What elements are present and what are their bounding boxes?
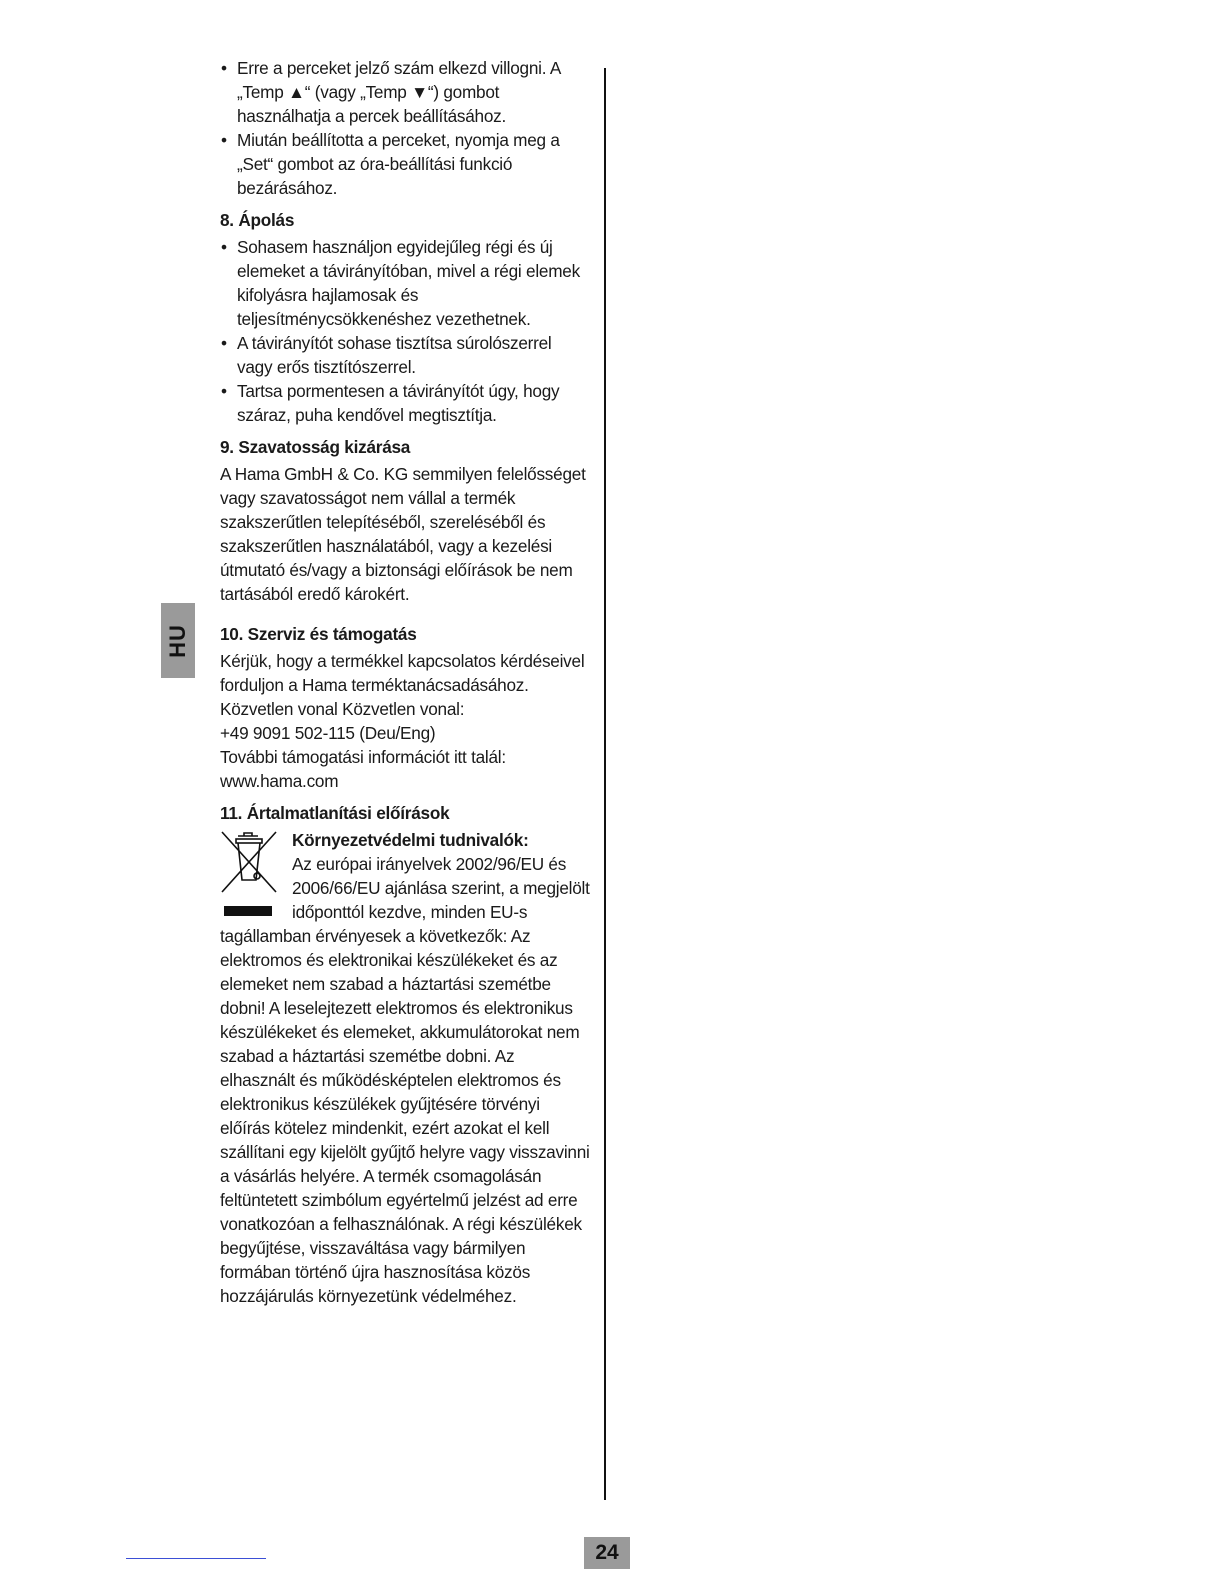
service-phone-number: +49 9091 502-115 (Deu/Eng): [220, 723, 436, 743]
crossed-out-bin-icon: [220, 830, 278, 920]
main-text-column: [220, 56, 590, 1308]
section-heading-service: 10. Szerviz és támogatás: [220, 624, 417, 644]
list-item: • Sohasem használjon egyidejűleg régi és új elemeket a távirányítóban, mivel a régi elemek kifolyásra hajlamosak és teljesítménycsökkenéshez vezethetnek.: [220, 235, 590, 331]
disposal-text: Az európai irányelvek 2002/96/EU és 2006/66/EU ajánlása szerint, a megjelölt időponttól kezdve, minden EU-s tagállamban érvényesek a következők: Az elektromos és elektronikai készülékeket és az elemeket nem szabad a háztartási szemétbe dobni! A leselejtezett elektromos és elektronikus készülékeket és elemeket, akkumulátorokat nem szabad a háztartási szemétbe dobni. Az elhasznált és működésképtelen elektromos és elektronikus készülékek gyűjtésére törvényi előírás kötelez mindenkit, ezért azokat el kell szállítani egy kijelölt gyűjtő helyre vagy visszavinni a vásárlás helyére. A termék csomagolásán feltüntetett szimbólum egyértelmű jelzést ad erre vonatkozóan a felhasználónak. A régi készülékek begyűjtése, visszaváltása vagy bármilyen formában történő újra hasznosítása közös hozzájárulás környezetünk védelméhez.: [220, 854, 590, 1306]
column-divider: [604, 68, 606, 1500]
list-item: • Erre a perceket jelző szám elkezd villogni. A „Temp ▲“ (vagy „Temp ▼“) gombot használhatja a percek beállításához.: [220, 56, 590, 128]
disposal-block: [220, 828, 590, 1308]
service-phone-label: Közvetlen vonal Közvetlen vonal:: [220, 699, 465, 719]
service-website: www.hama.com: [220, 771, 339, 791]
care-bullet-list: [220, 235, 590, 427]
section-heading-disposal: 11. Ártalmatlanítási előírások: [220, 803, 450, 823]
section-heading-warranty: 9. Szavatosság kizárása: [220, 437, 411, 457]
section-heading-care: 8. Ápolás: [220, 210, 295, 230]
page-number: 24: [584, 1537, 630, 1569]
footer-rule: [126, 1558, 266, 1559]
environment-heading: Környezetvédelmi tudnivalók:: [292, 830, 529, 850]
list-item: • Miután beállította a perceket, nyomja meg a „Set“ gombot az óra-beállítási funkció bezárásához.: [220, 128, 590, 200]
language-code: HU: [165, 623, 190, 658]
intro-bullet-list: [220, 56, 590, 200]
service-text: Kérjük, hogy a termékkel kapcsolatos kérdéseivel forduljon a Hama terméktanácsadásához.: [220, 651, 585, 695]
list-item: • A távirányítót sohase tisztítsa súrolószerrel vagy erős tisztítószerrel.: [220, 331, 590, 379]
service-info-label: További támogatási információt itt talál:: [220, 747, 506, 767]
warranty-text: A Hama GmbH & Co. KG semmilyen felelősséget vagy szavatosságot nem vállal a termék szakszerűtlen telepítéséből, szereléséből és szakszerűtlen használatából, vagy a kezelési útmutató és/vagy a biztonsági előírások be nem tartásából eredő károkért.: [220, 464, 586, 604]
list-item: • Tartsa pormentesen a távirányítót úgy, hogy száraz, puha kendővel megtisztítja.: [220, 379, 590, 427]
language-tab: [161, 603, 195, 678]
